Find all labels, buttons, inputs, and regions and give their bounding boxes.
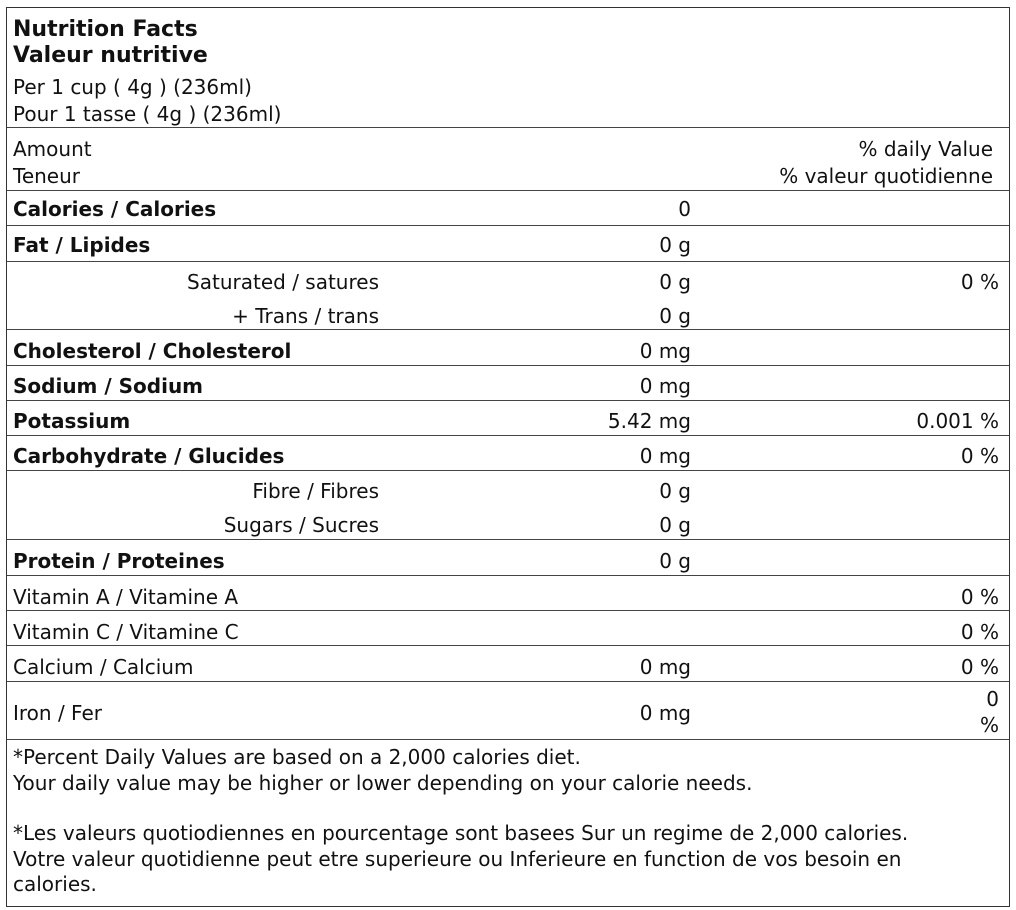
nutrient-dv: 0.001 % <box>916 409 999 433</box>
nutrient-dv: 0 % <box>960 444 999 468</box>
nutrient-amount: 0 g <box>659 513 691 537</box>
nutrient-label: Vitamin C / Vitamine C <box>13 620 239 644</box>
footnote-en-line1: *Percent Daily Values are based on a 2,000 calories diet. <box>13 745 581 769</box>
nutrient-label: Saturated / satures <box>187 270 379 294</box>
nutrient-row-iron <box>7 682 1009 740</box>
footnote-fr-line3: calories. <box>13 872 97 896</box>
nutrient-label: Calcium / Calcium <box>13 655 194 679</box>
nutrient-row-sodium <box>7 366 1009 401</box>
nutrient-amount: 0 g <box>659 304 691 328</box>
footnote-fr-line1: *Les valeurs quotiodiennes en pourcentage sont basees Sur un regime de 2,000 calories. <box>13 821 909 845</box>
nutrient-row-fat <box>7 226 1009 262</box>
nutrient-dv-value: 0 <box>986 687 999 711</box>
nutrient-label: Calories / Calories <box>13 197 217 221</box>
nutrient-label: Protein / Proteines <box>13 549 225 573</box>
nutrient-amount: 0 g <box>659 233 691 257</box>
nutrition-facts-label <box>6 7 1010 907</box>
nutrient-dv: 0 % <box>960 655 999 679</box>
nutrient-dv: 0 % <box>960 270 999 294</box>
serving-size-en: Per 1 cup ( 4g ) (236ml) <box>13 75 252 99</box>
nutrient-row-calcium <box>7 646 1009 682</box>
nutrient-dv: 0 % <box>960 620 999 644</box>
nutrient-label: + Trans / trans <box>232 304 379 328</box>
nutrient-amount: 0 mg <box>639 701 691 725</box>
label-header <box>7 8 1009 128</box>
nutrient-amount: 0 mg <box>639 374 691 398</box>
column-headers <box>7 128 1009 191</box>
nutrient-label: Vitamin A / Vitamine A <box>13 585 239 609</box>
nutrient-amount: 0 g <box>659 270 691 294</box>
nutrient-dv: 0 % <box>960 585 999 609</box>
amount-header-fr: Teneur <box>13 164 81 188</box>
nutrient-row-cholesterol <box>7 330 1009 366</box>
nutrient-amount: 0 mg <box>639 444 691 468</box>
title-en: Nutrition Facts <box>13 17 198 42</box>
footnote-en-line2: Your daily value may be higher or lower depending on your calorie needs. <box>13 771 753 795</box>
nutrient-row-protein <box>7 540 1009 576</box>
nutrient-label: Potassium <box>13 409 131 433</box>
nutrient-amount: 5.42 mg <box>607 409 691 433</box>
nutrient-label: Sugars / Sucres <box>223 513 379 537</box>
nutrient-row-vitamin-c <box>7 611 1009 646</box>
dv-header-fr: % valeur quotidienne <box>779 164 993 188</box>
nutrient-row-potassium <box>7 401 1009 436</box>
nutrient-row-vitamin-a <box>7 576 1009 611</box>
serving-size-fr: Pour 1 tasse ( 4g ) (236ml) <box>13 102 282 126</box>
footnote-fr-line2: Votre valeur quotidienne peut etre superieure ou Inferieure en function de vos besoin en <box>13 847 902 871</box>
nutrient-amount: 0 g <box>659 549 691 573</box>
nutrient-amount: 0 <box>678 197 691 221</box>
nutrient-row-carbohydrate <box>7 436 1009 471</box>
nutrient-row-calories <box>7 191 1009 226</box>
nutrient-dv-percent: % <box>979 713 999 737</box>
nutrient-label: Carbohydrate / Glucides <box>13 444 285 468</box>
nutrient-label: Fibre / Fibres <box>252 479 379 503</box>
nutrient-amount: 0 g <box>659 479 691 503</box>
amount-header-en: Amount <box>13 137 92 161</box>
nutrient-group-fat-sub <box>7 262 1009 330</box>
nutrient-group-carb-sub <box>7 471 1009 540</box>
nutrient-amount: 0 mg <box>639 339 691 363</box>
nutrient-label: Sodium / Sodium <box>13 374 204 398</box>
nutrient-amount: 0 mg <box>639 655 691 679</box>
nutrient-label: Cholesterol / Cholesterol <box>13 339 292 363</box>
dv-header-en: % daily Value <box>858 137 993 161</box>
title-fr: Valeur nutritive <box>13 43 208 68</box>
nutrient-label: Fat / Lipides <box>13 233 151 257</box>
nutrient-label: Iron / Fer <box>13 701 102 725</box>
